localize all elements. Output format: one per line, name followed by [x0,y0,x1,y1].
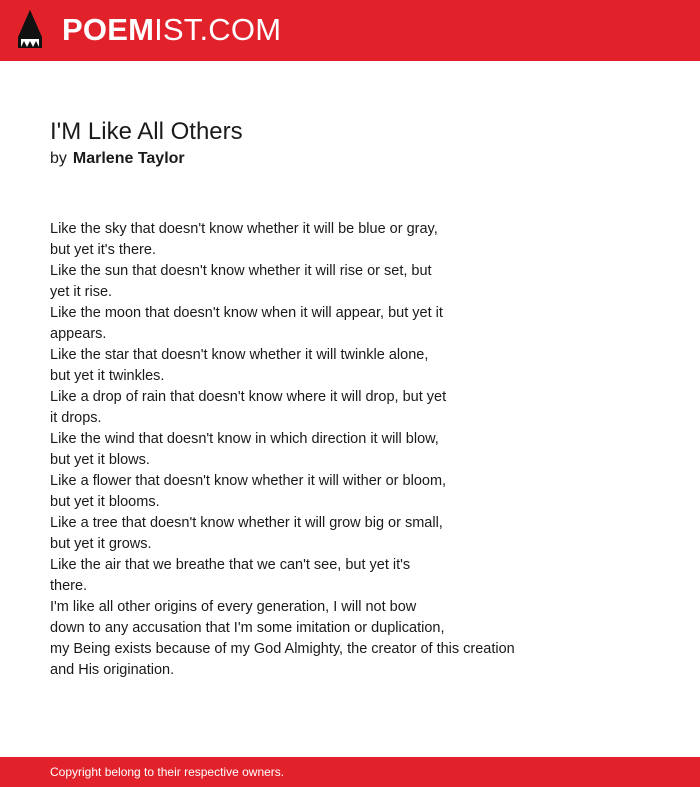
poem-line: appears. [50,326,107,342]
poem-line: and His origination. [50,662,175,678]
byline [50,149,185,169]
poem-line: but yet it grows. [50,536,152,552]
poem-line: Like a drop of rain that doesn't know where it will drop, but yet [50,389,447,405]
poem-line: yet it rise. [50,284,113,300]
poem-line: Like a flower that doesn't know whether it will wither or bloom, [50,473,447,489]
poem-line: Like the star that doesn't know whether it will twinkle alone, [50,347,429,363]
pencil-icon[interactable] [18,10,42,51]
poem-line: Like the wind that doesn't know in which direction it will blow, [50,431,439,447]
poem-body [50,219,515,681]
poem-line: but yet it blooms. [50,494,160,510]
poem-line: down to any accusation that I'm some imitation or duplication, [50,620,445,636]
poem-line: but yet it's there. [50,242,156,258]
poem-line: my Being exists because of my God Almighty, the creator of this creation [50,641,515,657]
site-logo[interactable] [62,12,281,48]
author-name: Marlene Taylor [72,150,185,167]
poem-line: Like a tree that doesn't know whether it will grow big or small, [50,515,443,531]
poem-line: it drops. [50,410,102,426]
poem-line: Like the air that we breathe that we can't see, but yet it's [50,557,411,573]
poem-line: but yet it twinkles. [50,368,165,384]
poem-line: Like the moon that doesn't know when it will appear, but yet it [50,305,443,321]
header-bar [0,0,700,61]
poem-title: I'M Like All Others [50,118,243,145]
logo-text-light: IST.COM [154,12,282,47]
poem-line: Like the sun that doesn't know whether it will rise or set, but [50,263,432,279]
poem-line: there. [50,578,88,594]
poem-line: but yet it blows. [50,452,150,468]
copyright-text: Copyright belong to their respective owners. [50,765,285,779]
poem-line: I'm like all other origins of every generation, I will not bow [50,599,417,615]
footer-bar [0,757,700,787]
logo-text-bold: POEM [62,12,155,47]
poem-line: Like the sky that doesn't know whether it will be blue or gray, [50,221,438,237]
by-prefix: by [50,150,67,167]
